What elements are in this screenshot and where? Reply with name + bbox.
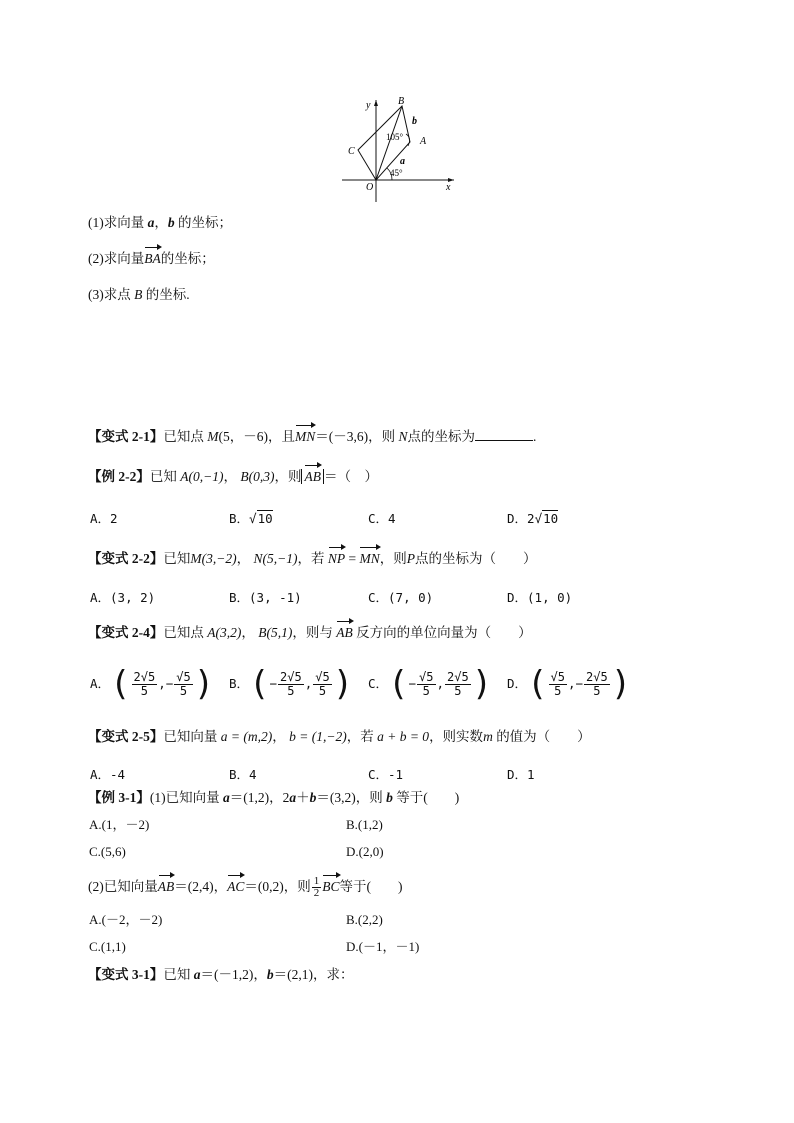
option-b[interactable]: B.(1,2): [346, 817, 383, 832]
angle-45-label: 45°: [390, 168, 403, 178]
origin-label: O: [366, 182, 374, 193]
option-d[interactable]: D.(2,0): [346, 844, 384, 859]
question-part-1: (1)求向量 a，b 的坐标；: [88, 215, 232, 230]
option-d[interactable]: D． ( $\frac{√5}{5}$ ,− $\frac{2√5}{5}$ ): [507, 664, 632, 704]
option-c[interactable]: C．4: [368, 511, 396, 526]
variant-3-1: 【变式 3-1】已知 a＝(－1,2)，b＝(2,1)，求：: [88, 967, 354, 982]
option-c[interactable]: C． ( − $\frac{√5}{5}$ , $\frac{2√5}{5}$ ): [368, 664, 493, 704]
option-d[interactable]: D.(－1，－1): [346, 939, 420, 954]
answer-blank: [475, 428, 533, 441]
example-3-1-part-2: (2)已知向量 AB ＝(2,4)， AC ＝(0,2)，则 $\frac{1}{2}$ BC 等于( ): [88, 874, 403, 899]
option-a[interactable]: A．-4: [90, 767, 126, 782]
vector-a-label: a: [400, 156, 405, 167]
angle-105-label: 105°: [386, 132, 404, 142]
option-b[interactable]: B.(2,2): [346, 912, 383, 927]
x-axis-label: x: [446, 182, 451, 193]
option-d[interactable]: D．(1, 0): [507, 590, 573, 605]
variant-2-1: 【变式 2-1】已知点 M(5，－6)，且MN＝(－3,6)，则 N点的坐标为 .: [88, 429, 537, 444]
option-a[interactable]: A．(3, 2): [90, 590, 156, 605]
example-2-2: 【例 2-2】已知 A(0,−1)， B(0,3)，则 AB ＝（ ）: [88, 469, 378, 484]
option-a[interactable]: A． ( $\frac{2√5}{5}$ ,− $\frac{√5}{5}$ ): [90, 664, 215, 704]
option-a[interactable]: A.(1，－2): [89, 817, 150, 832]
option-a[interactable]: A．2: [90, 511, 118, 526]
variant-2-4: 【变式 2-4】已知点 A(3,2)， B(5,1)，则与 AB 反方向的单位向量为（ ）: [88, 625, 532, 640]
option-c[interactable]: C．(7, 0): [368, 590, 434, 605]
point-a-label: A: [420, 136, 427, 147]
example-3-1: 【例 3-1】(1)已知向量 a＝(1,2)，2a＋b＝(3,2)，则 b 等于( ): [88, 790, 460, 805]
y-axis-label: y: [366, 100, 371, 111]
option-d[interactable]: D．1: [507, 767, 535, 782]
option-c[interactable]: C．-1: [368, 767, 404, 782]
question-part-2: (2)求向量BA的坐标；: [88, 251, 215, 266]
vector-b-label: b: [412, 116, 417, 127]
option-b[interactable]: B．√10: [229, 511, 273, 526]
option-a[interactable]: A.(－2，－2): [89, 912, 163, 927]
option-b[interactable]: B．4: [229, 767, 257, 782]
point-c-label: C: [348, 146, 355, 157]
point-b-label: B: [398, 96, 405, 107]
option-b[interactable]: B． ( − $\frac{2√5}{5}$ , $\frac{√5}{5}$ ): [229, 664, 354, 704]
option-c[interactable]: C.(5,6): [89, 844, 126, 859]
variant-2-2: 【变式 2-2】已知M(3,−2)， N(5,−1)，若 NP = MN，则P点的坐标为（ ）: [88, 551, 537, 566]
vector-diagram: [340, 94, 458, 204]
option-d[interactable]: D．2√10: [507, 511, 559, 526]
option-b[interactable]: B．(3, -1): [229, 590, 302, 605]
question-part-3: (3)求点 B 的坐标.: [88, 287, 190, 302]
variant-2-5: 【变式 2-5】已知向量 a = (m,2)， b = (1,−2)，若 a + b = 0，则实数m 的值为（ ）: [88, 729, 591, 744]
option-c[interactable]: C.(1,1): [89, 939, 126, 954]
